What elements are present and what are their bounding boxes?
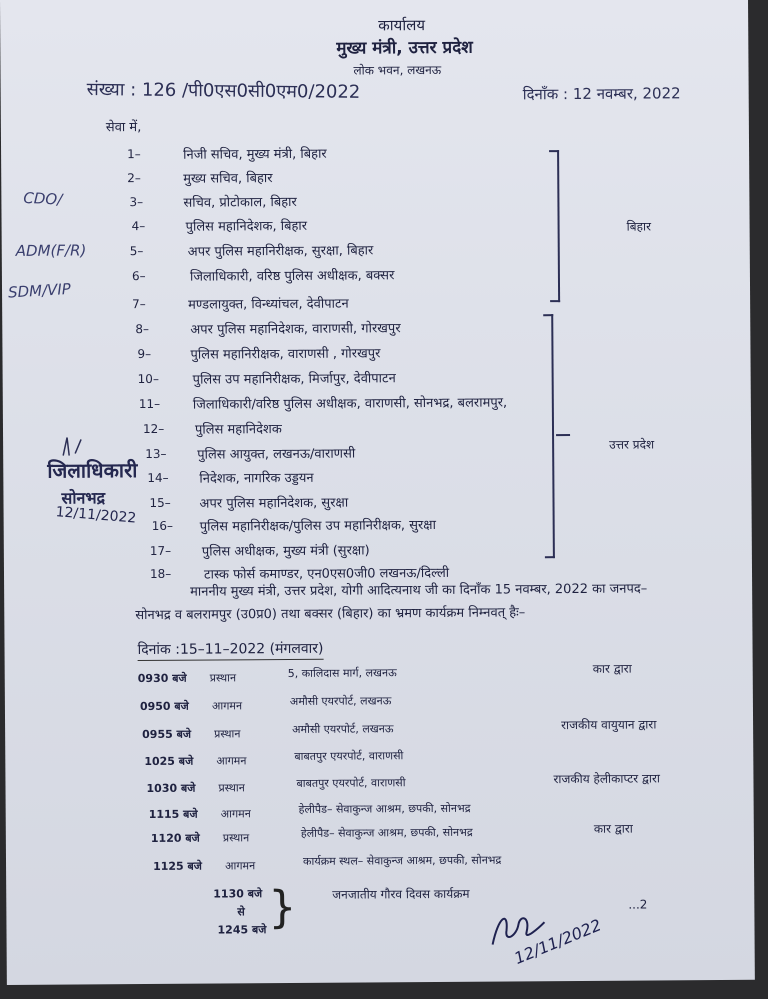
- recipient-number: 2–: [127, 171, 141, 186]
- office-label: कार्यालय: [378, 16, 426, 35]
- schedule-place: कार्यक्रम स्थल– सेवाकुन्ज आश्रम, छपकी, सोनभद्र: [302, 853, 502, 868]
- body-line-1: माननीय मुख्य मंत्री, उत्तर प्रदेश, योगी आदित्यनाथ जी का दिनाँक 15 नवम्बर, 2022 का जनपद–: [190, 581, 648, 600]
- schedule-time: 1025 बजे: [144, 754, 194, 769]
- schedule-place: 5, कालिदास मार्ग, लखनऊ: [287, 666, 397, 681]
- recipient-text: पुलिस महानिदेशक, बिहार: [185, 218, 308, 235]
- recipient-text: मुख्य सचिव, बिहार: [183, 171, 273, 187]
- recipient-number: 13–: [145, 446, 167, 461]
- schedule-action: प्रस्थान: [218, 781, 245, 795]
- recipient-text: निजी सचिव, मुख्य मंत्री, बिहार: [183, 146, 327, 163]
- schedule-time: 1115 बजे: [148, 807, 198, 821]
- recipient-text: अपर पुलिस महानिदेशक, सुरक्षा: [199, 495, 349, 512]
- schedule-mode: कार द्वारा: [592, 661, 632, 676]
- schedule-action: प्रस्थान: [214, 727, 241, 741]
- recipient-text: पुलिस आयुक्त, लखनऊ/वाराणसी: [197, 446, 356, 463]
- schedule-time: 0955 बजे: [142, 727, 192, 742]
- schedule-mode: कार द्वारा: [593, 821, 633, 836]
- recipient-number: 9–: [137, 346, 152, 362]
- schedule-mode: राजकीय हेलीकाप्टर द्वारा: [553, 771, 661, 787]
- recipient-text: जिलाधिकारी, वरिष्ठ पुलिस अधीक्षक, बक्सर: [189, 268, 395, 285]
- letter-date: दिनाँक : 12 नवम्बर, 2022: [522, 84, 681, 104]
- recipient-number: 5–: [129, 244, 144, 259]
- recipient-number: 17–: [149, 543, 172, 558]
- schedule-date: दिनांक :15–11–2022 (मंगलवार): [137, 639, 323, 661]
- recipient-number: 10–: [137, 371, 159, 387]
- stamp-district: सोनभद्र: [61, 488, 106, 508]
- recipient-text: पुलिस महानिरीक्षक, वाराणसी , गोरखपुर: [190, 346, 381, 363]
- body-line-2: सोनभद्र व बलरामपुर (उ0प्र0) तथा बक्सर (बिहार) का भ्रमण कार्यक्रम निम्नवत् हैः–: [135, 605, 526, 624]
- reference-number: संख्या : 126 /पी0एस0सी0एम0/2022: [86, 79, 361, 103]
- recipient-text: जिलाधिकारी/वरिष्ठ पुलिस अधीक्षक, वाराणसी, सोनभद्र, बलरामपुर,: [192, 395, 508, 413]
- schedule-place: हेलीपैड– सेवाकुन्ज आश्रम, छपकी, सोनभद्र: [298, 801, 471, 816]
- last-slot-from: 1130 बजे: [213, 887, 263, 901]
- bihar-bracket: [549, 150, 560, 302]
- last-slot-se: से: [237, 905, 245, 919]
- margin-note-cdo: CDO/: [23, 188, 63, 209]
- recipient-text: मण्डलायुक्त, विन्ध्यांचल, देवीपाटन: [188, 296, 349, 313]
- schedule-action: आगमन: [216, 754, 247, 768]
- schedule-action: आगमन: [220, 807, 251, 821]
- recipient-text: पुलिस उप महानिरीक्षक, मिर्जापुर, देवीपाटन: [192, 371, 396, 388]
- schedule-action: आगमन: [211, 699, 243, 713]
- recipient-number: 4–: [131, 218, 146, 234]
- up-bracket-tick: [556, 434, 570, 436]
- region-up: उत्तर प्रदेश: [609, 437, 655, 452]
- recipient-number: 12–: [142, 421, 165, 437]
- last-slot-brace: }: [268, 881, 297, 934]
- page-marker: ...2: [628, 897, 648, 912]
- schedule-place: बाबतपुर एयरपोर्ट, वाराणसी: [294, 749, 404, 763]
- schedule-mode: राजकीय वायुयान द्वारा: [561, 717, 657, 733]
- recipient-number: 15–: [149, 495, 171, 510]
- recipient-number: 1–: [127, 147, 141, 162]
- schedule-place: अमौसी एयरपोर्ट, लखनऊ: [289, 694, 392, 708]
- recipient-number: 11–: [138, 396, 161, 412]
- last-slot-to: 1245 बजे: [217, 923, 267, 937]
- recipient-text: पुलिस महानिरीक्षक/पुलिस उप महानिरीक्षक, सुरक्षा: [199, 517, 437, 535]
- recipient-number: 16–: [151, 518, 174, 533]
- recipient-text: पुलिस अधीक्षक, मुख्य मंत्री (सुरक्षा): [201, 543, 370, 560]
- schedule-action: प्रस्थान: [222, 831, 250, 845]
- schedule-time: 0930 बजे: [137, 671, 187, 686]
- region-bihar: बिहार: [626, 219, 652, 234]
- recipient-text: सचिव, प्रोटोकाल, बिहार: [183, 194, 297, 211]
- margin-note-sdm: SDM/VIP: [7, 279, 72, 302]
- stamp-designation: जिलाधिकारी: [47, 458, 138, 483]
- margin-note-adm: ADM(F/R): [15, 241, 87, 260]
- recipient-number: 6–: [131, 268, 146, 284]
- office-title: मुख्य मंत्री, उत्तर प्रदेश: [336, 37, 473, 59]
- schedule-time: 1030 बजे: [146, 781, 196, 795]
- recipient-text: पुलिस महानिदेशक: [194, 422, 282, 438]
- schedule-place: बाबतपुर एयरपोर्ट, वाराणसी: [296, 776, 406, 790]
- schedule-time: 0950 बजे: [139, 699, 189, 714]
- last-slot-event: जनजातीय गौरव दिवस कार्यक्रम: [332, 886, 470, 902]
- recipient-text: टास्क फोर्स कमाण्डर, एन0एस0जी0 लखनऊ/दिल्ली: [203, 565, 450, 583]
- recipient-number: 14–: [147, 470, 169, 485]
- schedule-action: आगमन: [225, 859, 256, 873]
- recipient-number: 8–: [135, 321, 149, 337]
- recipient-number: 3–: [129, 195, 144, 210]
- schedule-place: हेलीपैड– सेवाकुन्ज आश्रम, छपकी, सोनभद्र: [300, 825, 473, 840]
- schedule-time: 1120 बजे: [150, 831, 200, 845]
- recipient-number: 18–: [149, 566, 172, 581]
- stamp-scribble-icon: [59, 433, 99, 459]
- recipient-text: निदेशक, नागरिक उड्डयन: [199, 470, 314, 487]
- office-address: लोक भवन, लखनऊ: [353, 62, 442, 78]
- schedule-time: 1125 बजे: [153, 859, 202, 873]
- stamp-date: 12/11/2022: [55, 504, 137, 527]
- recipient-number: 7–: [132, 296, 146, 312]
- recipient-text: अपर पुलिस महानिरीक्षक, सुरक्षा, बिहार: [187, 243, 374, 260]
- signature-date: 12/11/2022: [511, 915, 604, 968]
- addressee-label: सेवा में,: [105, 120, 142, 136]
- recipient-text: अपर पुलिस महानिदेशक, वाराणसी, गोरखपुर: [190, 321, 401, 338]
- schedule-action: प्रस्थान: [209, 671, 237, 685]
- up-bracket: [543, 314, 555, 558]
- schedule-place: अमौसी एयरपोर्ट, लखनऊ: [292, 722, 394, 736]
